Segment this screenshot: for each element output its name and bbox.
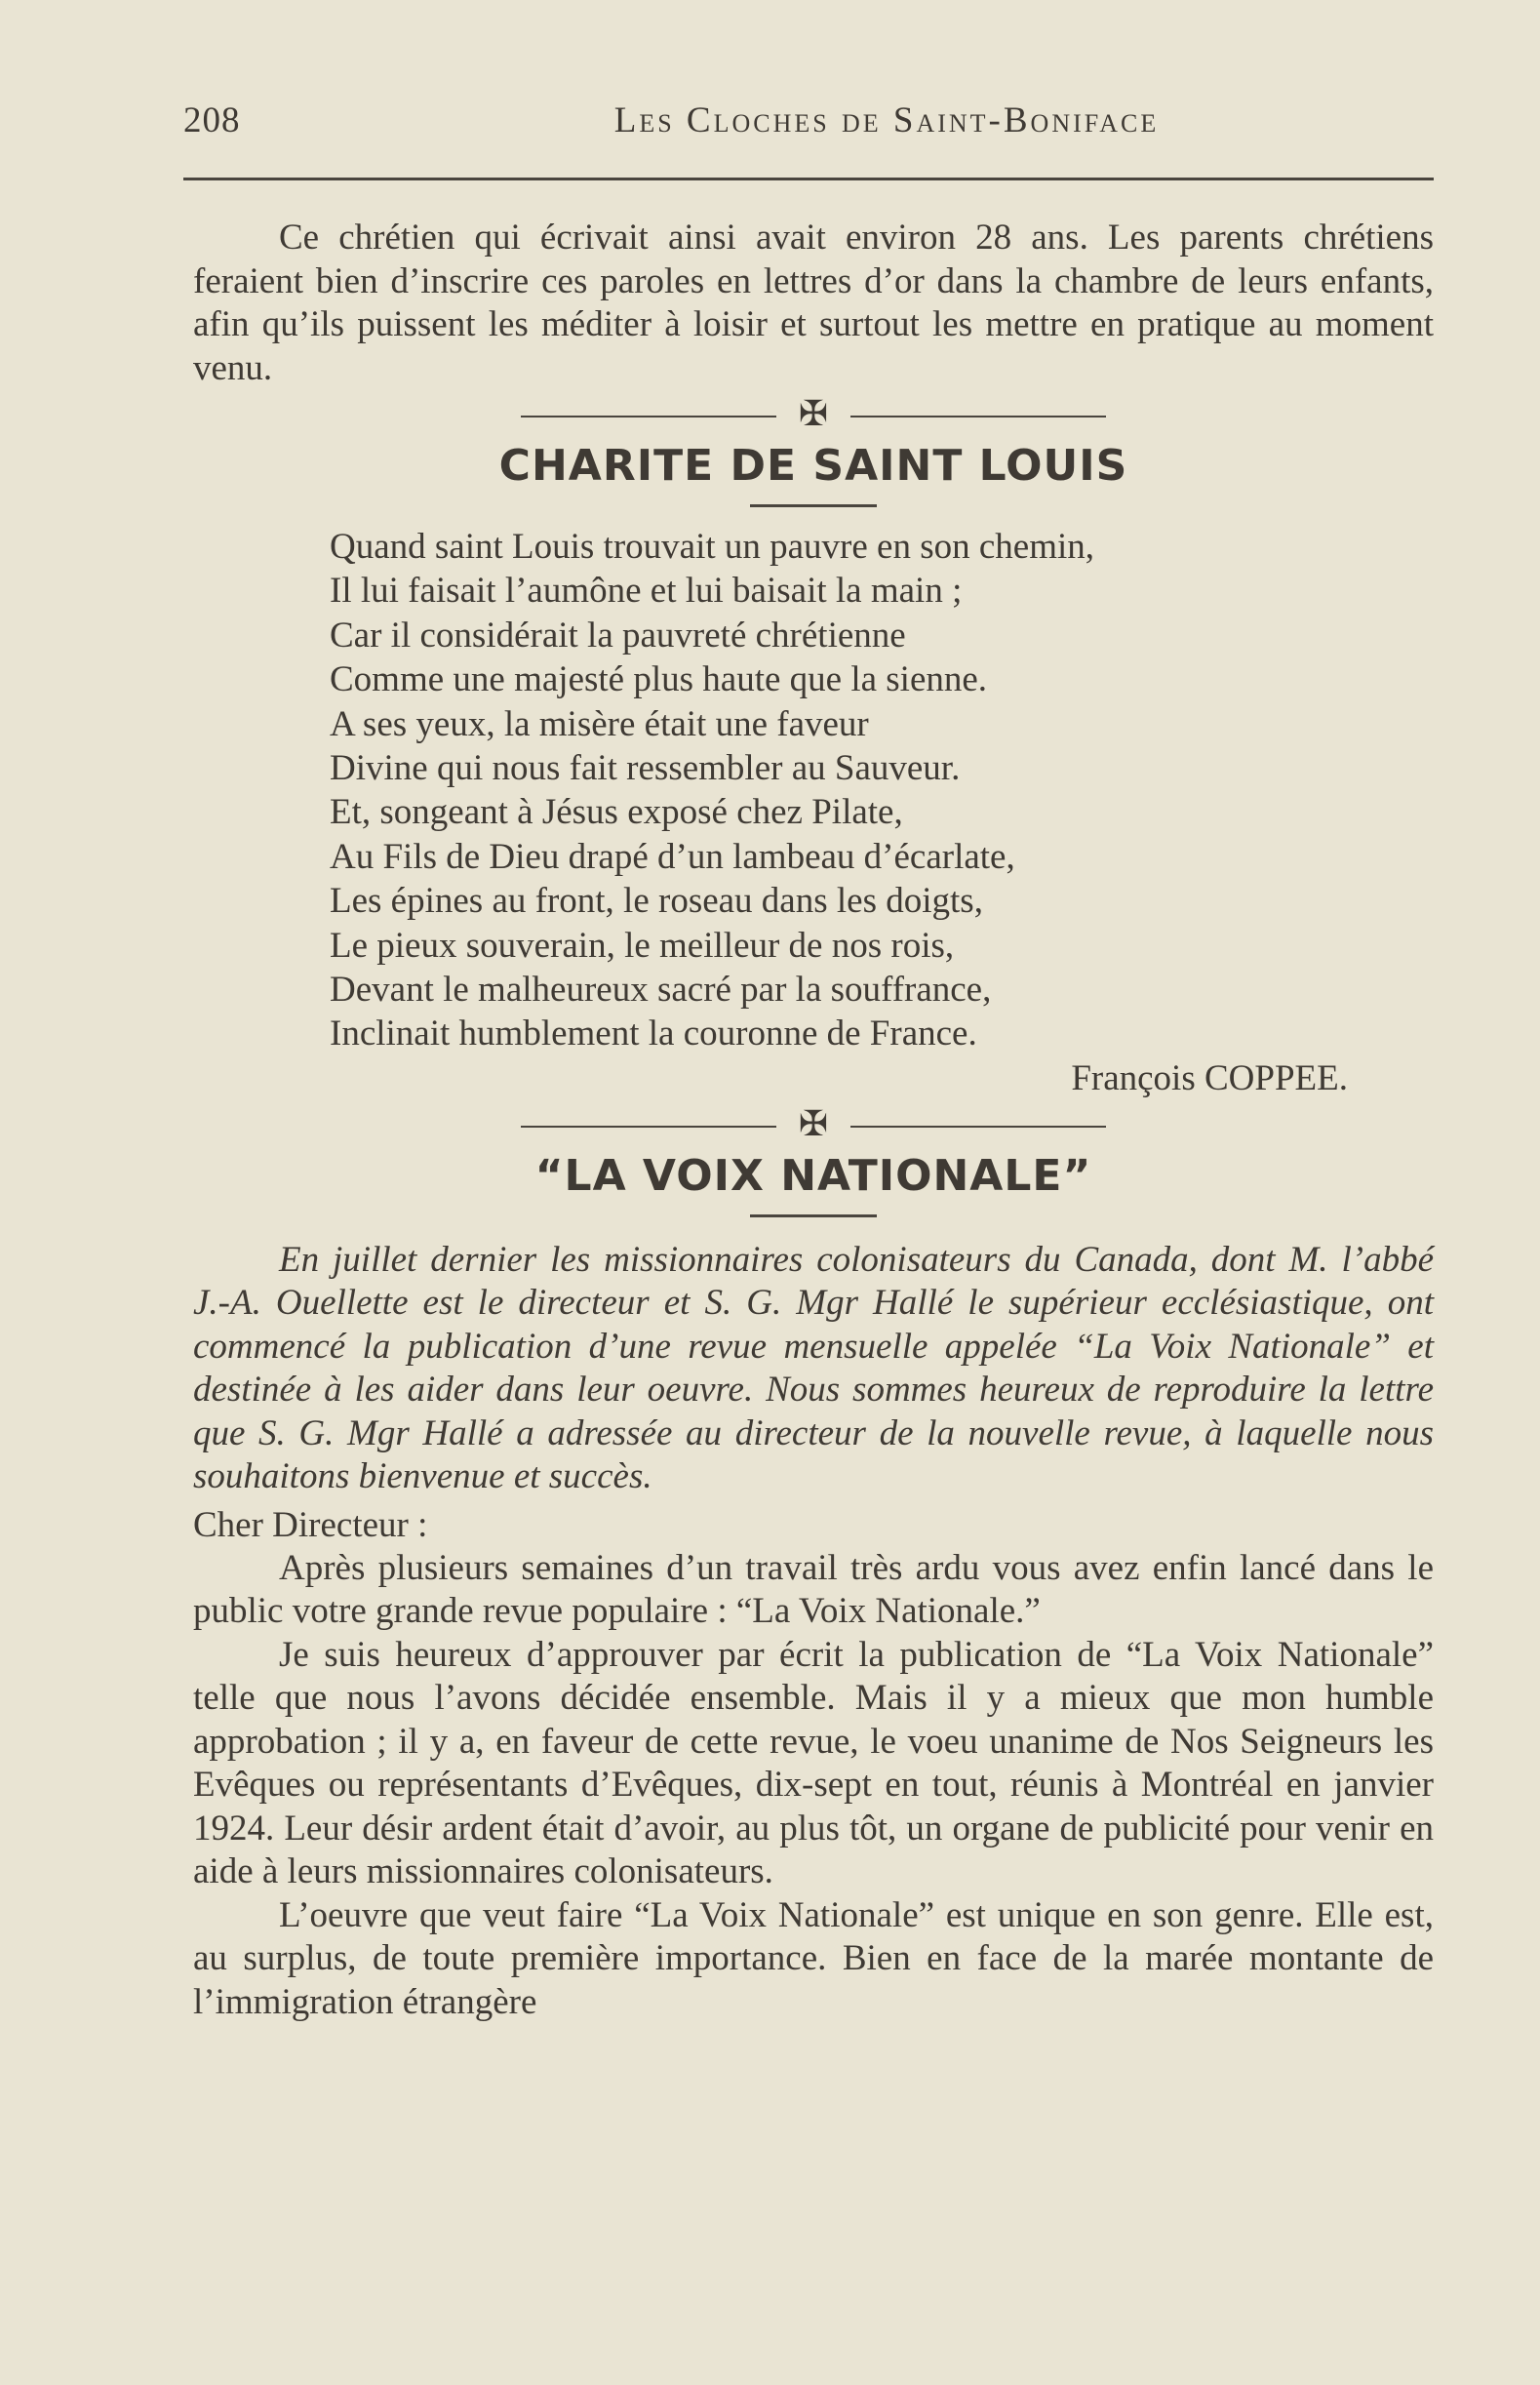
poem-verse: Il lui faisait l’aumône et lui baisait la main ; [330, 571, 963, 612]
poem-verse: Quand saint Louis trouvait un pauvre en son chemin, [330, 527, 1095, 567]
poem-verse: Car il considérait la pauvreté chrétienne [330, 615, 906, 656]
header-rule [183, 178, 1434, 180]
divider-line [850, 416, 1106, 417]
poem-verse: Et, songeant à Jésus exposé chez Pilate, [330, 792, 903, 833]
divider-line [521, 416, 776, 417]
cross-ornament-icon: ✠ [798, 394, 829, 433]
poem-verse: A ses yeux, la misère était une faveur [330, 703, 869, 744]
page-number: 208 [183, 100, 241, 140]
running-title: Les Cloches de Saint-Boniface [613, 100, 1160, 140]
intro-paragraph: Ce chrétien qui écrivait ainsi avait environ 28 ans. Les parents chrétiens feraient bien d’inscrire ces paroles en lettres d’or dans la chambre de leurs enfants, afin qu’ils puissent les méditer à loisir et surtout les mettre en pratique au moment venu. [193, 218, 1434, 388]
poem-author: François COPPEE. [1071, 1057, 1348, 1098]
page-body [193, 217, 1434, 2024]
letter-paragraph: Je suis heureux d’approuver par écrit la publication de “La Voix Nationale” telle que nous l’avons décidée ensemble. Mais il y a mieux que mon humble approbation ; il y a, en faveur de cette revue, le voeu unanime de Nos Seigneurs les Evêques ou représentants d’Evêques, dix-sept en tout, réunis à Montréal en janvier 1924. Leur désir ardent était d’avoir, au plus tôt, un organe de publicité pour venir en aide à leurs missionnaires colonisateurs. [193, 1634, 1434, 1892]
cross-ornament-icon: ✠ [798, 1103, 829, 1143]
poem-verse: Le pieux souverain, le meilleur de nos rois, [330, 925, 955, 966]
divider-line [850, 1126, 1106, 1128]
poem-verse: Au Fils de Dieu drapé d’un lambeau d’écarlate, [330, 836, 1015, 877]
poem-verse: Comme une majesté plus haute que la sienne. [330, 659, 988, 700]
letter-salutation: Cher Directeur : [193, 1504, 428, 1545]
poem-verse: Les épines au front, le roseau dans les doigts, [330, 881, 983, 922]
title-rule [750, 1214, 877, 1217]
poem [330, 525, 1434, 1056]
page-header [183, 90, 1434, 148]
poem-verse: Divine qui nous fait ressembler au Sauveur. [330, 748, 961, 789]
section-divider [521, 1103, 1106, 1145]
letter-paragraph: Après plusieurs semaines d’un travail très ardu vous avez enfin lancé dans le public votre grande revue populaire : “La Voix Nationale.” [193, 1547, 1434, 1632]
title-rule [750, 504, 877, 507]
poem-verse: Devant le malheureux sacré par la souffrance, [330, 970, 992, 1011]
editorial-intro: En juillet dernier les missionnaires colonisateurs du Canada, dont M. l’abbé J.-A. Ouellette est le directeur et S. G. Mgr Hallé le supérieur ecclésiastique, ont commencé la publication d’une revue mensuelle appelée “La Voix Nationale” et destinée à les aider dans leur oeuvre. Nous sommes heureux de reproduire la lettre que S. G. Mgr Hallé a adressée au directeur de la nouvelle revue, à laquelle nous souhaitons bienvenue et succès. [193, 1239, 1434, 1497]
section-title: “LA VOIX NATIONALE” [534, 1150, 1092, 1201]
poem-verse: Inclinait humblement la couronne de France. [330, 1014, 977, 1054]
divider-line [521, 1126, 776, 1128]
section-title: CHARITE DE SAINT LOUIS [498, 441, 1128, 491]
letter-paragraph: L’oeuvre que veut faire “La Voix Nationale” est unique en son genre. Elle est, au surplus, de toute première importance. Bien en face de la marée montante de l’immigration étrangère [193, 1894, 1434, 2022]
section-divider [521, 394, 1106, 435]
